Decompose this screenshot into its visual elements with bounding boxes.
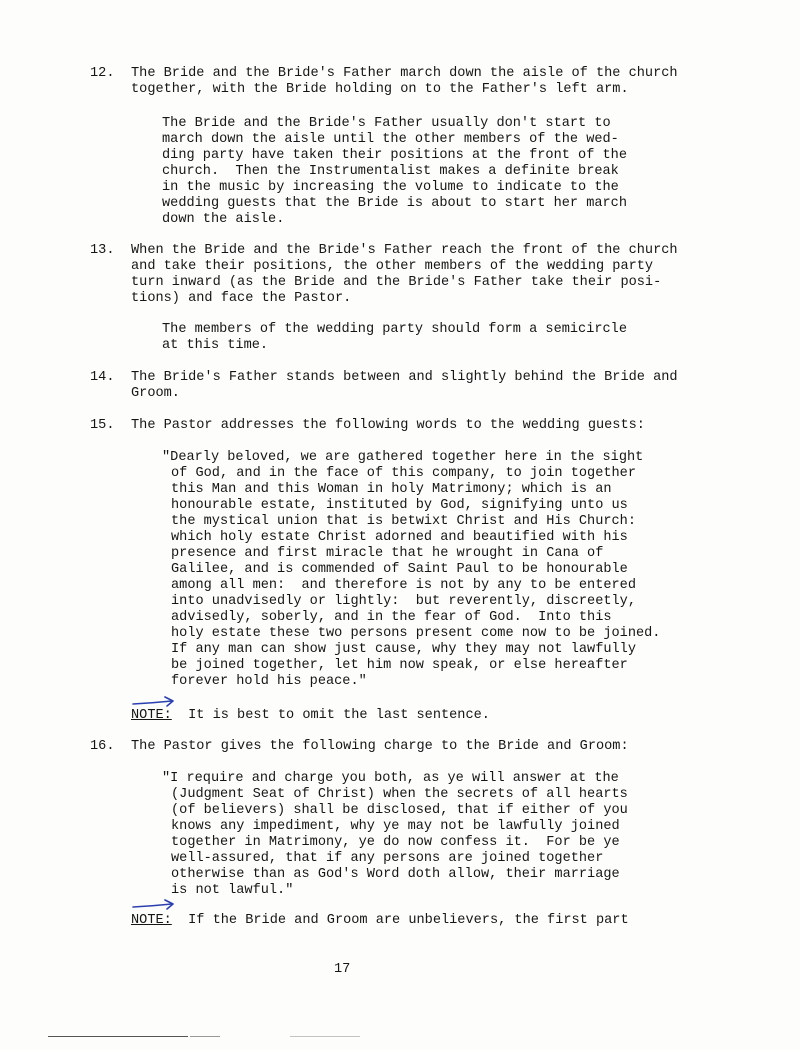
handwritten-arrow-icon [132,696,178,708]
step-text-line: and take their positions, the other members of the wedding party [131,259,654,274]
step-text-line: The Bride and the Bride's Father march down the aisle of the church [131,66,678,81]
note-line: The members of the wedding party should form a semicircle [162,322,627,337]
quote-line: this Man and this Woman in holy Matrimony; which is an [171,482,612,497]
step-text-line: turn inward (as the Bride and the Bride's Father take their posi- [131,275,662,290]
note-line: The Bride and the Bride's Father usually don't start to [162,116,611,131]
dearly-beloved-address [162,450,682,690]
quote-line: which holy estate Christ adorned and beautified with his [171,530,628,545]
unbelievers-note [131,913,651,929]
quote-line: is not lawful." [171,883,294,898]
bride-entrance-note [162,116,662,228]
quote-line: (of believers) shall be disclosed, that if either of you [171,803,628,818]
quote-line: holy estate these two persons present come now to be joined. [171,626,661,641]
step-number: 13. [90,243,115,258]
step-15 [90,418,690,434]
quote-line: (Judgment Seat of Christ) when the secrets of all hearts [171,787,628,802]
step-14 [90,370,690,402]
semicircle-note [162,322,662,354]
quote-line: advisedly, soberly, and in the fear of God. Into this [171,610,612,625]
step-number: 14. [90,370,115,385]
scan-edge-line [290,1036,360,1037]
step-text-line: The Pastor gives the following charge to the Bride and Groom: [131,739,629,754]
quote-line: of God, and in the face of this company, to join together [171,466,636,481]
quote-line: Galilee, and is commended of Saint Paul to be honourable [171,562,628,577]
note-line: in the music by increasing the volume to indicate to the [162,180,619,195]
quote-line: presence and first miracle that he wrought in Cana of [171,546,604,561]
quote-line: If any man can show just cause, why they may not lawfully [171,642,636,657]
quote-line: into unadvisedly or lightly: but reverently, discreetly, [171,594,636,609]
step-text-line: together, with the Bride holding on to the Father's left arm. [131,82,629,97]
handwritten-arrow-icon [132,899,178,911]
quote-line: knows any impediment, why ye may not be lawfully joined [171,819,620,834]
quote-line: forever hold his peace." [171,674,367,689]
quote-line: among all men: and therefore is not by any to be entered [171,578,636,593]
quote-line: be joined together, let him now speak, or else hereafter [171,658,628,673]
note-line: down the aisle. [162,212,285,227]
step-text-line: Groom. [131,386,180,401]
step-number: 16. [90,739,115,754]
note-label: NOTE: [131,913,172,928]
step-12 [90,66,690,98]
note-line: ding party have taken their positions at the front of the [162,148,627,163]
quote-line: well-assured, that if any persons are joined together [171,851,604,866]
note-label: NOTE: [131,708,172,723]
quote-line: together in Matrimony, ye do now confess it. For be ye [171,835,620,850]
note-text: If the Bride and Groom are unbelievers, the first part [171,913,629,928]
omit-last-sentence-note [131,708,651,724]
step-number: 12. [90,66,115,81]
quote-line: otherwise than as God's Word doth allow, their marriage [171,867,620,882]
step-text-line: tions) and face the Pastor. [131,291,352,306]
quote-line: "I require and charge you both, as ye will answer at the [162,771,619,786]
note-line: at this time. [162,338,269,353]
scan-edge-line [190,1036,220,1037]
step-text-line: The Bride's Father stands between and slightly behind the Bride and [131,370,678,385]
note-line: wedding guests that the Bride is about to start her march [162,196,627,211]
quote-line: "Dearly beloved, we are gathered together here in the sight [162,450,644,465]
step-number: 15. [90,418,115,433]
step-16 [90,739,690,755]
quote-line: honourable estate, instituted by God, signifying unto us [171,498,628,513]
step-text-line: The Pastor addresses the following words to the wedding guests: [131,418,645,433]
page-number: 17 [334,962,351,977]
charge-to-couple [162,771,682,899]
note-text: It is best to omit the last sentence. [171,708,490,723]
quote-line: the mystical union that is betwixt Christ and His Church: [171,514,636,529]
step-13 [90,243,690,307]
step-text-line: When the Bride and the Bride's Father reach the front of the church [131,243,678,258]
note-line: march down the aisle until the other members of the wed- [162,132,619,147]
scan-edge-line [48,1036,188,1037]
note-line: church. Then the Instrumentalist makes a definite break [162,164,619,179]
